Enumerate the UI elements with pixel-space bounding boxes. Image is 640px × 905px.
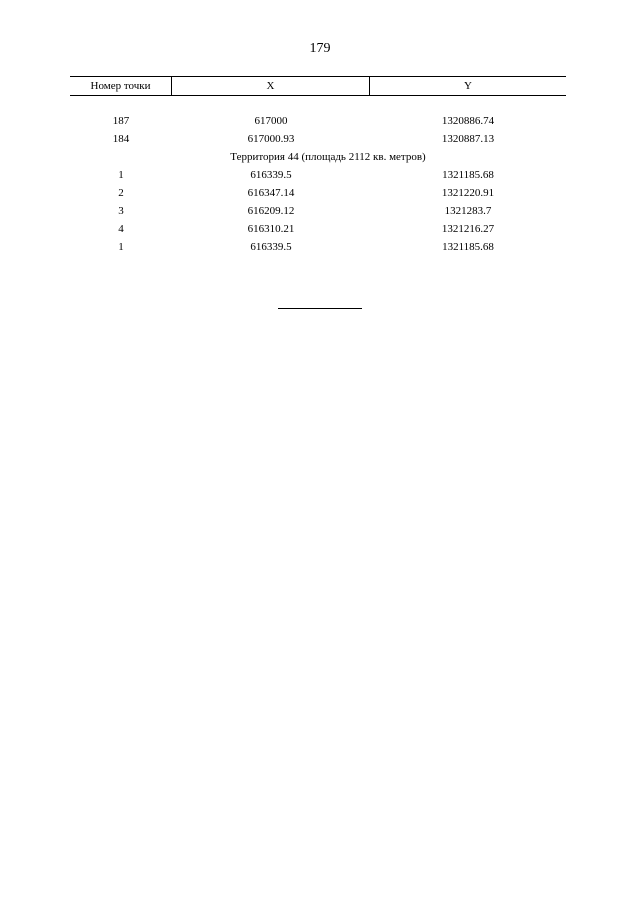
cell-x: 617000.93: [247, 133, 295, 145]
cell-point-number: 1: [118, 169, 124, 181]
cell-point-number: 2: [118, 187, 124, 199]
cell-y: 1321220.91: [441, 187, 495, 199]
table-row: [70, 112, 566, 130]
cell-point-number: 4: [118, 223, 124, 235]
section-title: Территория 44 (площадь 2112 кв. метров): [230, 151, 426, 163]
table-header: [70, 76, 566, 96]
cell-y: 1321185.68: [442, 241, 494, 253]
header-y: Y: [464, 80, 472, 92]
cell-point-number: 184: [112, 133, 130, 145]
cell-y: 1321185.68: [442, 169, 494, 181]
cell-y: 1320886.74: [441, 115, 495, 127]
cell-x: 616209.12: [247, 205, 295, 217]
cell-x: 616339.5: [250, 169, 292, 181]
cell-x: 616339.5: [250, 241, 292, 253]
cell-y: 1321216.27: [441, 223, 495, 235]
section-title-row: [70, 148, 566, 166]
table-row: [70, 202, 566, 220]
cell-point-number: 3: [118, 205, 124, 217]
end-of-table-rule: [278, 308, 362, 309]
table-row: [70, 184, 566, 202]
cell-point-number: 187: [112, 115, 130, 127]
table-body: [70, 96, 566, 256]
page-number: 179: [309, 41, 331, 56]
cell-y: 1321283.7: [444, 205, 492, 217]
table-row: [70, 238, 566, 256]
cell-point-number: 1: [118, 241, 124, 253]
cell-x: 617000: [254, 115, 288, 127]
cell-y: 1320887.13: [441, 133, 495, 145]
cell-x: 616347.14: [247, 187, 295, 199]
table-row: [70, 166, 566, 184]
header-x: X: [172, 77, 370, 95]
table-row: [70, 130, 566, 148]
header-point-number: Номер точки: [70, 77, 172, 95]
table-row: [70, 220, 566, 238]
coordinates-table: [70, 76, 566, 256]
cell-x: 616310.21: [247, 223, 295, 235]
